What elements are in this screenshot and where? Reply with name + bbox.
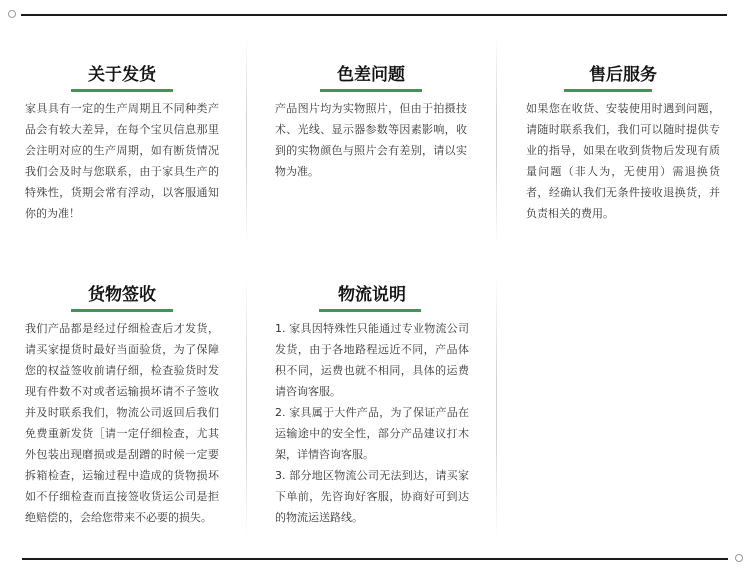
- section-title: 色差问题: [337, 65, 405, 85]
- section-title: 关于发货: [88, 65, 156, 85]
- logistics-item: 2. 家具属于大件产品，为了保证产品在运输途中的安全性，部分产品建议打木架，详情咨询客服。: [275, 406, 469, 461]
- top-left-ring-ornament: [8, 10, 16, 18]
- section-text: 我们产品都是经过仔细检查后才发货，请买家提货时最好当面验货，为了保障您的权益签收前请仔细，检查验货时发现有件数不对或者运输损坏请不子签收并及时联系我们，物流公司返回后我们免费重新发货［请一定仔细检查，尤其外包装出现磨损或是刮蹭的时候一定要拆箱检查，运输过程中造成的货物损坏如不仔细检查而直接签收货运公司是拒绝赔偿的，会给您带来不必要的损失。: [25, 322, 219, 524]
- section-body: [25, 318, 219, 528]
- title-underline: [564, 89, 652, 92]
- column-divider: [496, 276, 497, 538]
- column-divider: [246, 36, 247, 246]
- column-divider: [246, 276, 247, 538]
- title-underline: [320, 89, 422, 92]
- bottom-right-ring-ornament: [735, 554, 743, 562]
- section-text: 产品图片均为实物照片，但由于拍摄技术、光线、显示器参数等因素影响，收到的实物颜色与照片会有差别，请以实物为准。: [275, 102, 467, 178]
- logistics-item: 3. 部分地区物流公司无法到达，请买家下单前，先咨询好客服，协商好可到达的物流运送路线。: [275, 469, 469, 524]
- section-body: [275, 318, 469, 528]
- column-divider: [496, 36, 497, 246]
- logistics-item: 1. 家具因特殊性只能通过专业物流公司发货，由于各地路程远近不同，产品体积不同，运费也就不相同，具体的运费请咨询客服。: [275, 322, 469, 398]
- title-underline: [71, 89, 173, 92]
- section-body: [275, 98, 467, 182]
- title-underline: [71, 309, 173, 312]
- section-text: 家具具有一定的生产周期且不同种类产品会有较大差异，在每个宝贝信息那里会注明对应的生产周期，如有断货情况我们会及时与您联系，由于家具生产的特殊性，货期会常有浮动，以客服通知你的为准！: [25, 102, 219, 220]
- bottom-divider-line: [22, 558, 728, 560]
- section-body: [526, 98, 720, 224]
- title-underline: [319, 309, 421, 312]
- section-title: 物流说明: [338, 285, 406, 305]
- section-title: 售后服务: [589, 65, 657, 85]
- section-body: [25, 98, 219, 224]
- section-text: 如果您在收货、安装使用时遇到问题，请随时联系我们，我们可以随时提供专业的指导，如果在收到货物后发现有质量问题（非人为，无使用）需退换货者，经确认我们无条件接收退换货，并负责相关的费用。: [526, 102, 720, 220]
- section-title: 货物签收: [88, 285, 156, 305]
- top-divider-line: [21, 14, 727, 16]
